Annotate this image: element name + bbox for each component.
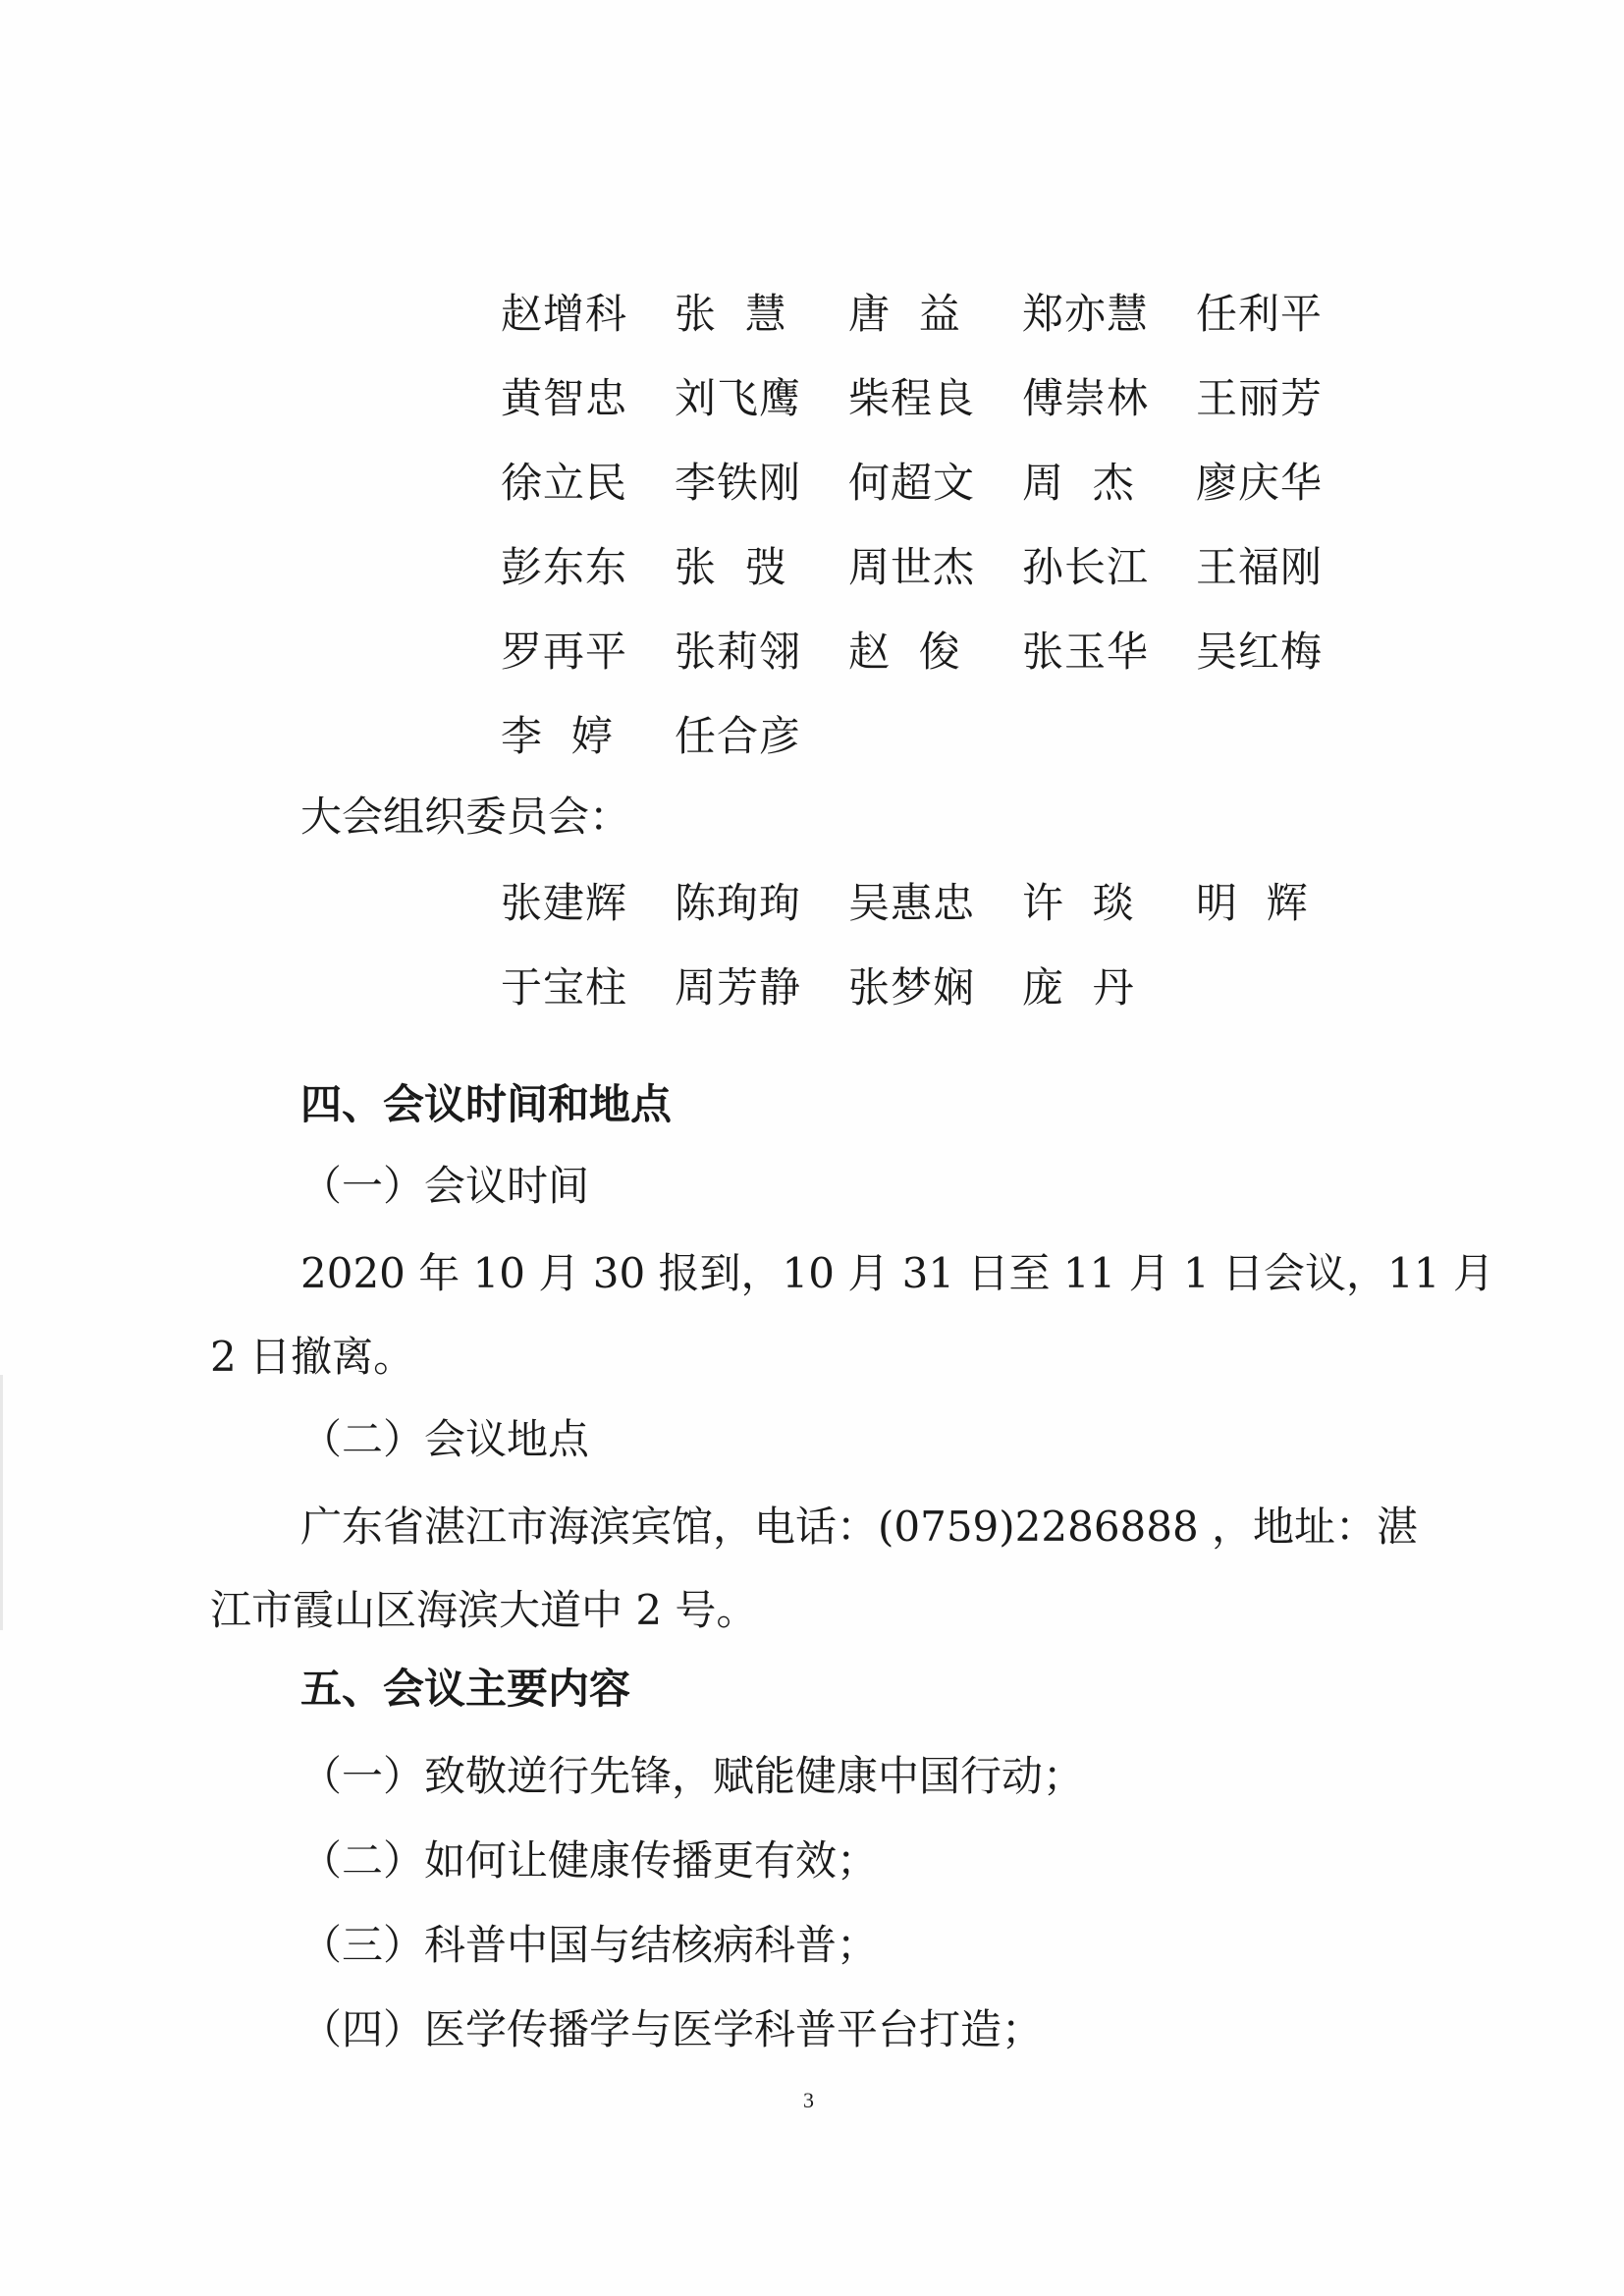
committee-name: 黄智忠 (501, 374, 628, 422)
name-row (501, 879, 1384, 963)
section-4-sub2-title: （二）会议地点 (300, 1415, 590, 1463)
committee-name: 周世杰 (848, 543, 976, 591)
section-5-item: （四）医学传播学与医学科普平台打造； (300, 2005, 1044, 2053)
section-4-sub1-text-cont: 2 日撤离。 (210, 1333, 415, 1381)
committee-name: 何超文 (848, 459, 976, 507)
committee-name: 徐立民 (501, 459, 628, 507)
organizer-name: 周芳静 (675, 963, 802, 1011)
committee-name-grid (501, 290, 1384, 796)
organizing-committee-label: 大会组织委员会： (300, 793, 631, 841)
section-5-item: （二）如何让健康传播更有效； (300, 1836, 879, 1885)
committee-name: 彭东东 (501, 543, 628, 591)
committee-name: 任利平 (1196, 290, 1324, 338)
committee-name: 罗再平 (501, 628, 628, 676)
section-5-item: （三）科普中国与结核病科普； (300, 1921, 879, 1969)
organizer-name: 张梦娴 (848, 963, 976, 1011)
committee-name: 李铁刚 (675, 459, 802, 507)
committee-name: 张莉翎 (675, 628, 802, 676)
committee-name: 吴红梅 (1196, 628, 1324, 676)
organizer-name: 许 琰 (1022, 879, 1135, 927)
committee-name: 王丽芳 (1196, 374, 1324, 422)
committee-name: 唐 益 (848, 290, 961, 338)
committee-name: 王福刚 (1196, 543, 1324, 591)
name-row (501, 290, 1384, 374)
organizer-name: 陈珣珣 (675, 879, 802, 927)
committee-name: 郑亦慧 (1022, 290, 1150, 338)
organizer-name: 于宝柱 (501, 963, 628, 1011)
organizer-name: 明 辉 (1196, 879, 1309, 927)
committee-name: 周 杰 (1022, 459, 1135, 507)
section-5-heading: 五、会议主要内容 (300, 1665, 631, 1713)
committee-name: 柴程良 (848, 374, 976, 422)
name-row (501, 543, 1384, 628)
name-row (501, 374, 1384, 459)
name-row (501, 712, 1384, 796)
committee-name: 廖庆华 (1196, 459, 1324, 507)
page-number: 3 (803, 2088, 814, 2112)
committee-name: 刘飞鹰 (675, 374, 802, 422)
committee-name: 傅崇林 (1022, 374, 1150, 422)
section-4-sub1-title: （一）会议时间 (300, 1162, 590, 1210)
section-4-sub2-text: 广东省湛江市海滨宾馆，电话：(0759)2286888 ，地址：湛 (300, 1503, 1419, 1551)
committee-name: 赵 俊 (848, 628, 961, 676)
organizer-name: 张建辉 (501, 879, 628, 927)
section-4-heading: 四、会议时间和地点 (300, 1080, 673, 1128)
committee-name: 张玉华 (1022, 628, 1150, 676)
committee-name: 任合彦 (675, 712, 802, 760)
committee-name: 李 婷 (501, 712, 614, 760)
name-row (501, 459, 1384, 543)
committee-name: 张 慧 (675, 290, 787, 338)
section-5-item: （一）致敬逆行先锋，赋能健康中国行动； (300, 1752, 1085, 1800)
organizer-name: 庞 丹 (1022, 963, 1135, 1011)
section-4-sub2-text-cont: 江市霞山区海滨大道中 2 号。 (210, 1586, 758, 1634)
organizing-committee-grid (501, 879, 1384, 1048)
name-row (501, 963, 1384, 1048)
organizer-name: 吴惠忠 (848, 879, 976, 927)
name-row (501, 628, 1384, 712)
committee-name: 张 弢 (675, 543, 787, 591)
section-4-sub1-text: 2020 年 10 月 30 报到，10 月 31 日至 11 月 1 日会议，11 月 (300, 1249, 1494, 1297)
scan-edge-shadow (0, 1375, 3, 1630)
committee-name: 孙长江 (1022, 543, 1150, 591)
committee-name: 赵增科 (501, 290, 628, 338)
